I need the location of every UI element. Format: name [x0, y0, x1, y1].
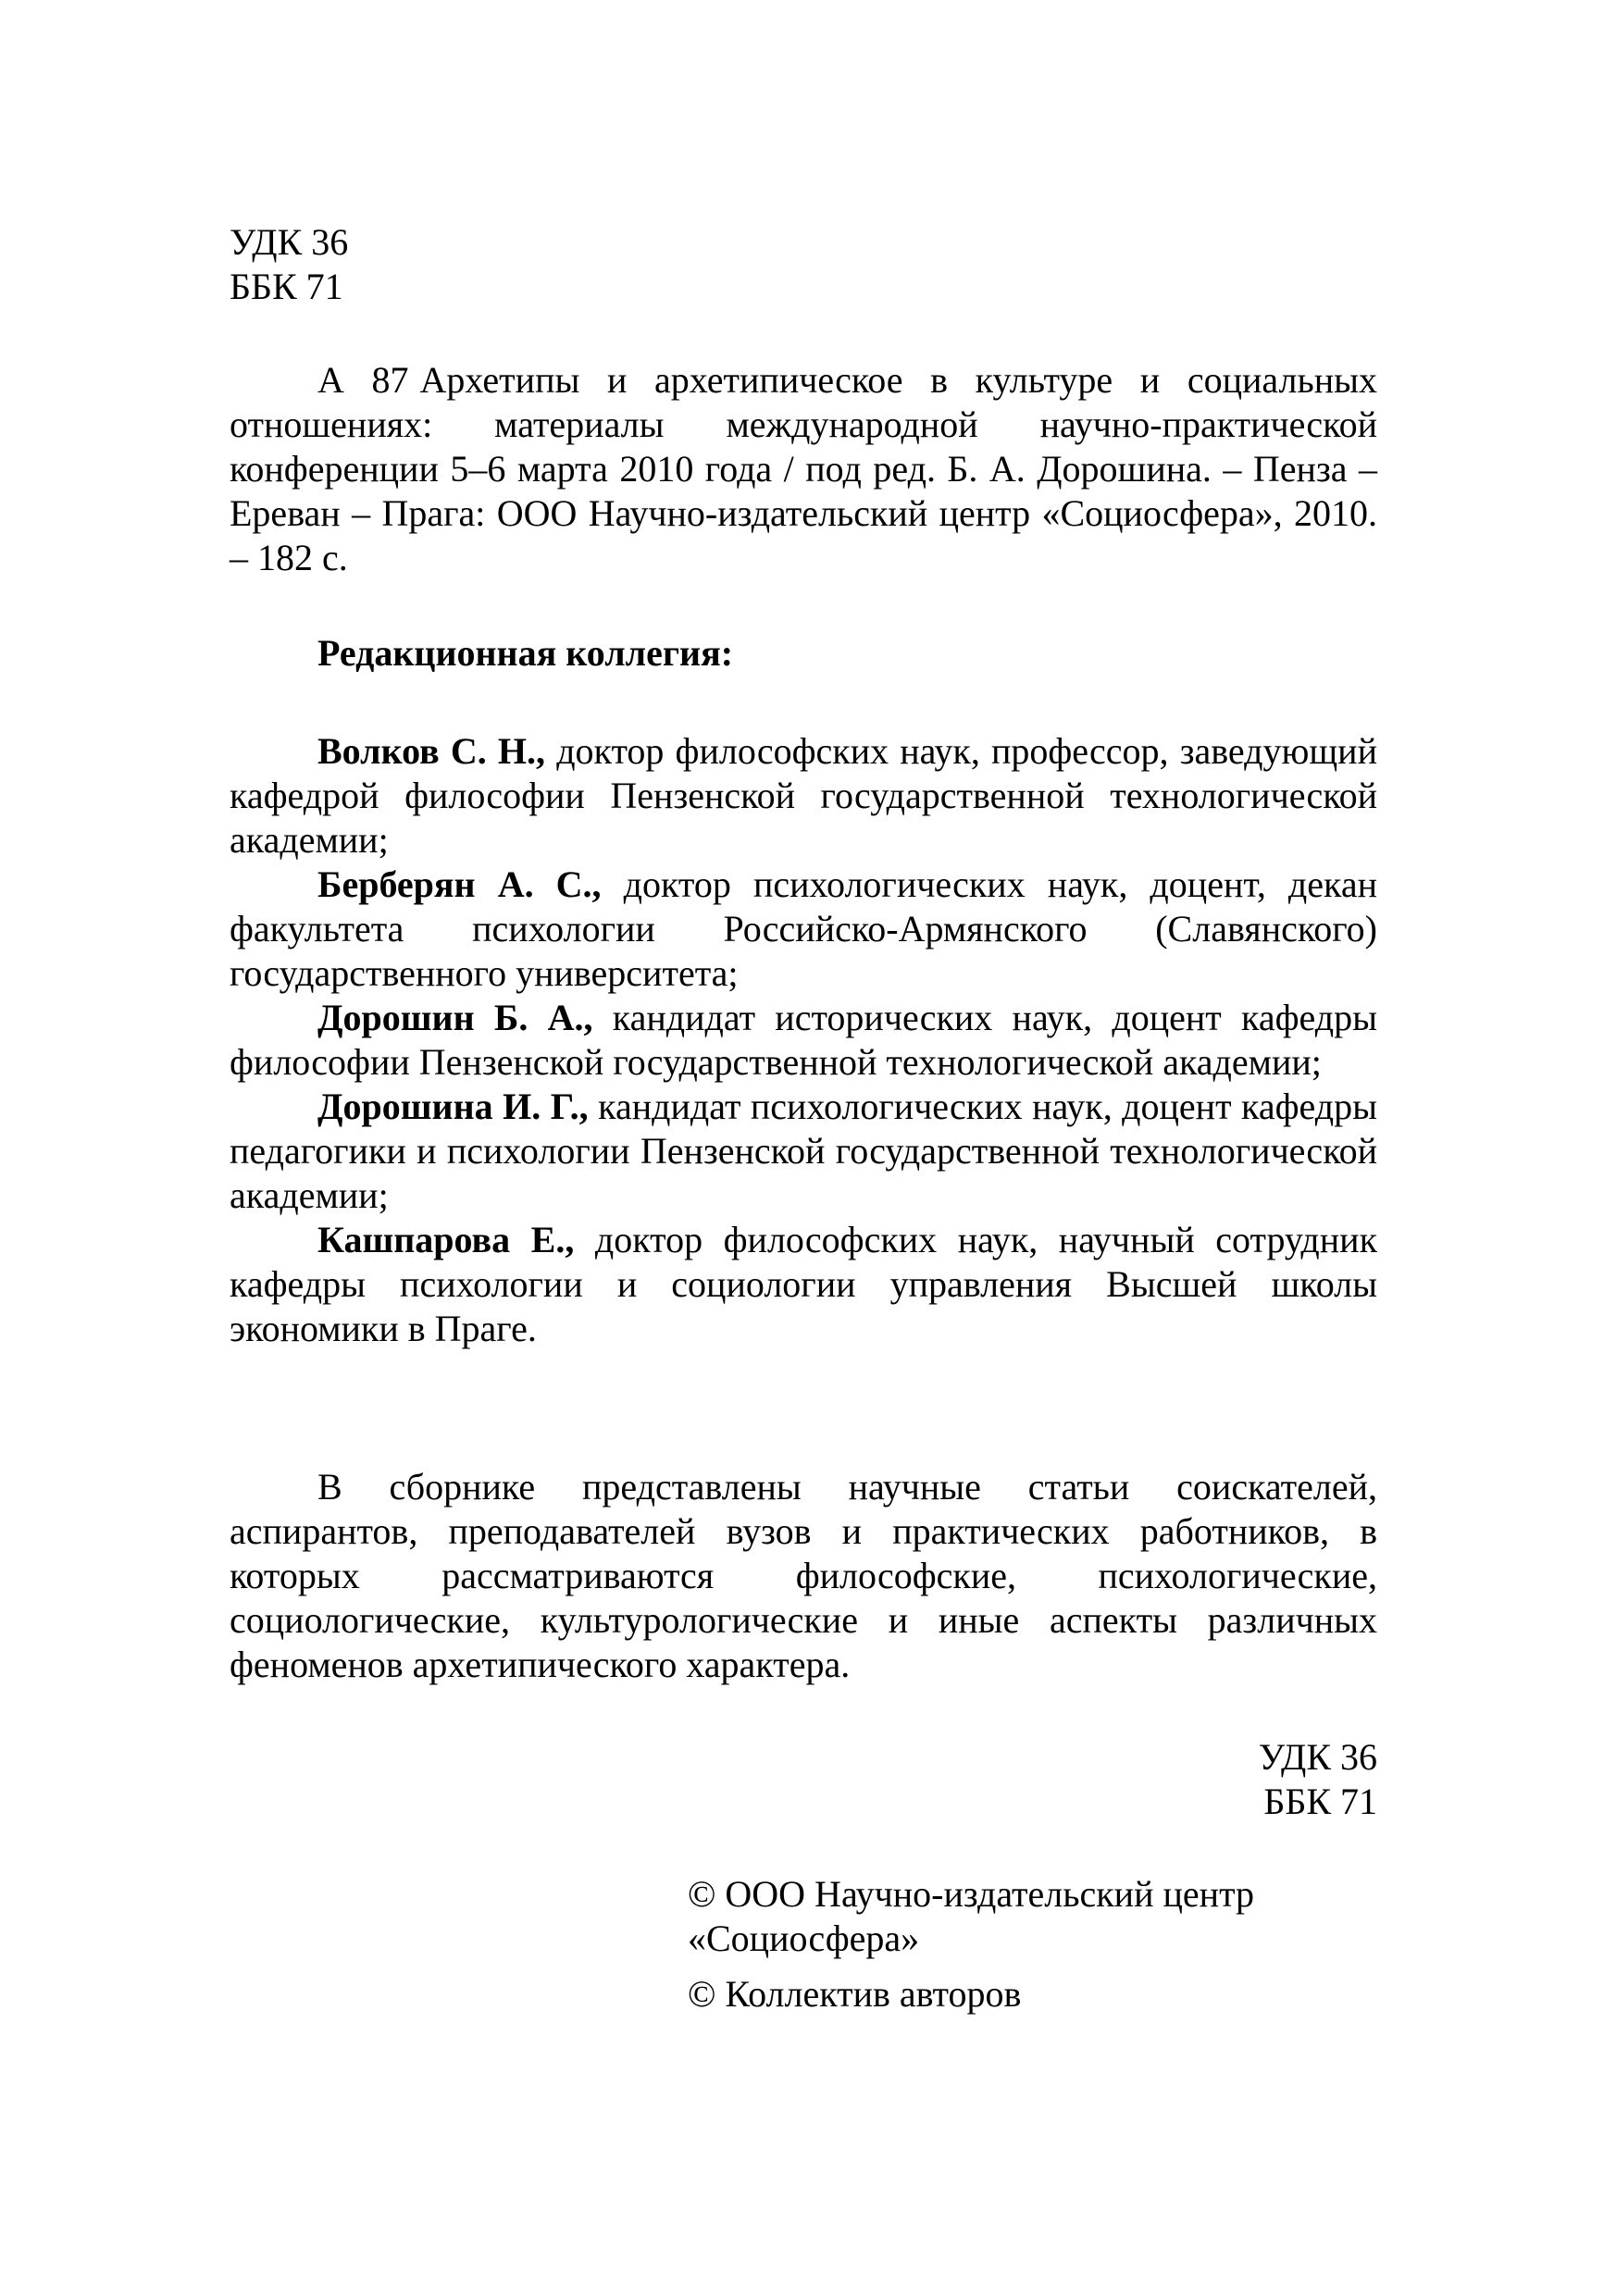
- board-member: [230, 1085, 1377, 1218]
- member-description: кандидат психологических наук, доцент кафедры педагогики и психологии Пензенской государственной технологической академии;: [230, 1086, 1377, 1216]
- spacer: [688, 1961, 1377, 1972]
- author-mark: А 87: [317, 359, 409, 401]
- member-name: Дорошин Б. А.,: [317, 997, 593, 1038]
- board-member: [230, 1218, 1377, 1351]
- member-name: Дорошина И. Г.,: [317, 1086, 589, 1127]
- udk-code: УДК 36: [230, 221, 349, 263]
- publisher-copyright-line1: © ООО Научно-издательский центр: [688, 1873, 1255, 1915]
- board-member: [230, 863, 1377, 996]
- member-name: Кашпарова Е.,: [317, 1219, 575, 1260]
- publisher-copyright-line2: «Социосфера»: [688, 1917, 920, 1959]
- member-name: Волков С. Н.,: [317, 730, 546, 772]
- bbk-code: ББК 71: [1263, 1781, 1377, 1822]
- member-description: доктор философских наук, профессор, заведующий кафедрой философии Пензенской государственной технологической академии;: [230, 730, 1377, 861]
- annotation-text: Архетипы и архетипическое в культуре и социальных отношениях: материалы международной научно-практической конференции 5–6 марта 2010 года / под ред. Б. А. Дорошина. – Пенза – Ереван – Прага: ООО Научно-издательский центр «Социосфера», 2010. – 182 с.: [230, 359, 1378, 578]
- bbk-code: ББК 71: [230, 266, 343, 307]
- editorial-board-heading: Редакционная коллегия:: [317, 632, 734, 674]
- classification-codes-bottom: [230, 1735, 1377, 1824]
- bibliographic-annotation: [230, 358, 1377, 580]
- board-member: [230, 996, 1377, 1085]
- annotation-paragraph: [230, 358, 1377, 580]
- board-member: [230, 729, 1377, 863]
- member-description: доктор психологических наук, доцент, декан факультета психологии Российско-Армянского (Славянского) государственного университета;: [230, 863, 1378, 994]
- member-description: доктор философских наук, научный сотрудник кафедры психологии и социологии управления Высшей школы экономики в Праге.: [230, 1219, 1378, 1349]
- classification-codes-top: [230, 220, 1377, 309]
- udk-code: УДК 36: [1258, 1736, 1377, 1778]
- editorial-board-list: [230, 729, 1377, 1351]
- member-name: Берберян А. С.,: [317, 863, 602, 905]
- summary-paragraph: В сборнике представлены научные статьи соискателей, аспирантов, преподавателей вузов и практических работников, в которых рассматриваются философские, психологические, социологические, культурологические и иные аспекты различных феноменов архетипического характера.: [230, 1466, 1377, 1685]
- member-description: кандидат исторических наук, доцент кафедры философии Пензенской государственной технологической академии;: [230, 997, 1377, 1083]
- collection-summary: [230, 1465, 1377, 1687]
- authors-copyright: © Коллектив авторов: [688, 1973, 1022, 2015]
- copyright-notices: [688, 1872, 1377, 2017]
